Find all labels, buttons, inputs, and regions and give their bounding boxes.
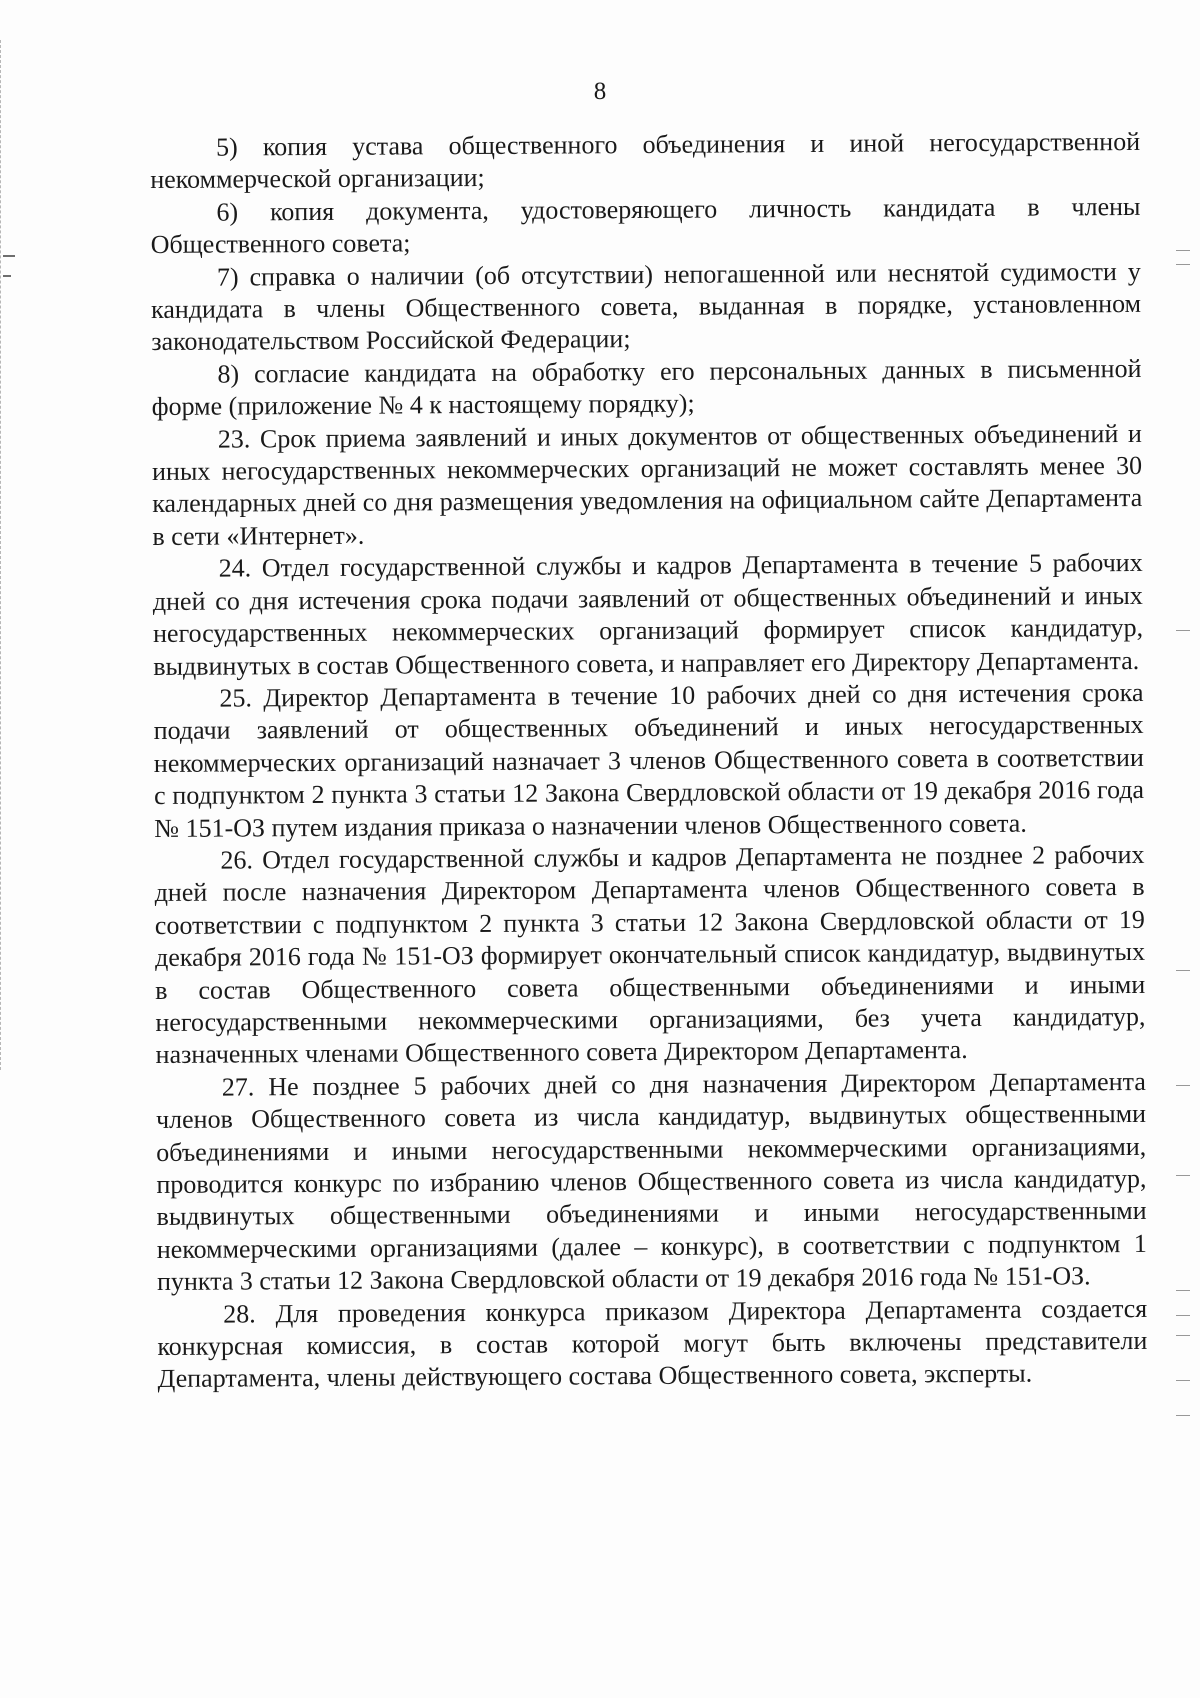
- clause-27: 27. Не позднее 5 рабочих дней со дня назначения Директором Департамента членов Общественного совета из числа кандидатур, выдвинутых общественными объединениями и иными негосударственными некоммерческими организациями, проводится конкурс по избранию членов Общественного совета из числа кандидатур, выдвинутых общественными объединениями и иными негосударственными некоммерческими организациями (далее – конкурс), в соответствии с подпунктом 1 пункта 3 статьи 12 Закона Свердловской области от 19 декабря 2016 года № 151-ОЗ.: [155, 1066, 1147, 1297]
- clause-28: 28. Для проведения конкурса приказом Директора Департамента создается конкурсная комиссия, в состав которой могут быть включены представители Департамента, члены действующего состава Общественного совета, эксперты.: [157, 1293, 1148, 1394]
- scan-mark: [3, 275, 11, 277]
- clause-23: 23. Срок приема заявлений и иных документов от общественных объединений и иных негосударственных некоммерческих организаций не может составлять менее 30 календарных дней со дня размещения уведомления на официальном сайте Департамента в сети «Интернет».: [151, 418, 1143, 551]
- list-item-7: 7) справка о наличии (об отсутствии) непогашенной или неснятой судимости у кандидата в члены Общественного совета, выданная в порядке, установленном законодательством Российской Федерации;: [150, 256, 1142, 357]
- scan-mark: [3, 255, 15, 257]
- scan-edge-artifact-right: [1176, 250, 1190, 1650]
- document-body: [150, 126, 1148, 1396]
- clause-24: 24. Отдел государственной службы и кадров Департамента в течение 5 рабочих дней со дня истечения срока подачи заявлений от общественных объединений и иных негосударственных некоммерческих организаций формирует список кандидатур, выдвинутых в состав Общественного совета, и направляет его Директору Департамента.: [152, 548, 1144, 681]
- list-item-5: 5) копия устава общественного объединения и иной негосударственной некоммерческой организации;: [150, 126, 1141, 195]
- scan-edge-artifact-left: [0, 40, 11, 1070]
- clause-25: 25. Директор Департамента в течение 10 рабочих дней со дня истечения срока подачи заявлений от общественных объединений и иных негосударственных некоммерческих организаций назначает 3 членов Общественного совета в соответствии с подпунктом 2 пункта 3 статьи 12 Закона Свердловской области от 19 декабря 2016 года № 151-ОЗ путем издания приказа о назначении членов Общественного совета.: [153, 677, 1145, 843]
- clause-26: 26. Отдел государственной службы и кадров Департамента не позднее 2 рабочих дней после назначения Директором Департамента членов Общественного совета в соответствии с подпунктом 2 пункта 3 статьи 12 Закона Свердловской области от 19 декабря 2016 года № 151-ОЗ формирует окончательный список кандидатур, выдвинутых в состав Общественного совета общественными объединениями и иными негосударственными некоммерческими организациями, без учета кандидатур, назначенных членами Общественного совета Директором Департамента.: [154, 839, 1146, 1070]
- list-item-8: 8) согласие кандидата на обработку его персональных данных в письменной форме (приложение № 4 к настоящему порядку);: [151, 353, 1142, 422]
- page-number: 8: [593, 78, 607, 105]
- list-item-6: 6) копия документа, удостоверяющего личность кандидата в члены Общественного совета;: [150, 191, 1141, 260]
